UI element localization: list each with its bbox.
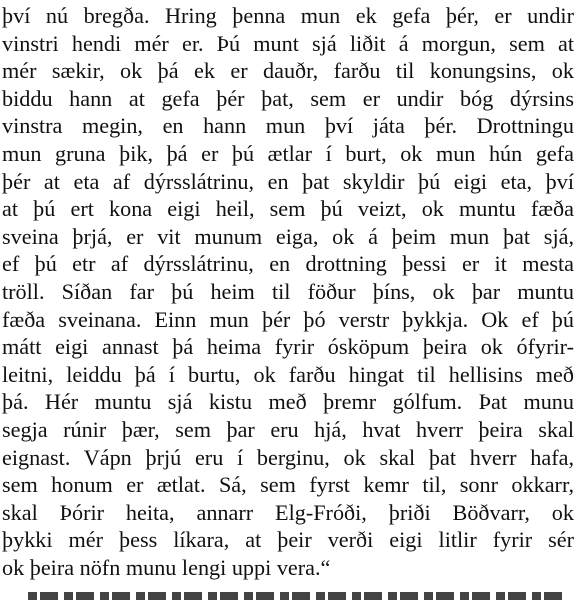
text-line: tröll. Síðan far þú heim til föður þíns, ok þar muntu bbox=[2, 278, 574, 304]
body-text bbox=[2, 2, 574, 581]
text-line: skal Þórir heita, annarr Elg-Fróði, þriði Böðvarr, ok bbox=[2, 499, 574, 525]
text-line: þér at eta af dýrsslátrinu, en þat skyldir þú eigi eta, því bbox=[2, 168, 574, 194]
text-line: fæða sveinana. Einn mun þér þó verstr þykkja. Ok ef þú bbox=[2, 306, 574, 332]
text-line: sem honum er ætlat. Sá, sem fyrst kemr til, sonr okkarr, bbox=[2, 472, 574, 498]
text-line: ef þú etr af dýrsslátrinu, en drottning þessi er it mesta bbox=[2, 251, 574, 277]
text-line: því nú bregða. Hring þenna mun ek gefa þér, er undir bbox=[2, 3, 574, 28]
text-line: leitni, leiddu þá í burtu, ok farðu hingat til hellisins með bbox=[2, 361, 574, 387]
text-line: mér sækir, ok þá ek er dauðr, farðu til konungsins, ok bbox=[2, 58, 574, 84]
text-line: sveina þrjá, er vit munum eiga, ok á þeim mun þat sjá, bbox=[2, 223, 574, 249]
text-line-final: ok þeira nöfn munu lengi uppi vera.“ bbox=[2, 554, 331, 580]
text-line: mun gruna þik, þá er þú ætlar í burt, ok mun hún gefa bbox=[2, 140, 574, 166]
text-line: eignast. Vápn þrjú eru í berginu, ok skal þat hverr hafa, bbox=[2, 444, 574, 470]
text-line: segja rúnir þær, sem þar eru hjá, hvat hverr þeira skal bbox=[2, 416, 574, 442]
text-line: vinstra megin, en hann mun því játa þér. Drottningu bbox=[2, 113, 574, 139]
text-line: þá. Hér muntu sjá kistu með þremr gólfum. Þat munu bbox=[2, 389, 574, 415]
cut-off-next-line bbox=[28, 588, 568, 600]
text-line: biddu hann at gefa þér þat, sem er undir bóg dýrsins bbox=[2, 85, 574, 111]
cut-off-text-fragment bbox=[28, 592, 568, 600]
text-line: at þú ert kona eigi heil, sem þú veizt, ok muntu fæða bbox=[2, 196, 574, 222]
text-line: vinstri hendi mér er. Þú munt sjá liðit á morgun, sem at bbox=[2, 30, 574, 56]
text-line: mátt eigi annast þá heima fyrir ósköpum þeira ok ófyrir- bbox=[2, 334, 574, 360]
text-line: þykki mér þess líkara, at þeir verði eigi litlir fyrir sér bbox=[2, 527, 574, 553]
